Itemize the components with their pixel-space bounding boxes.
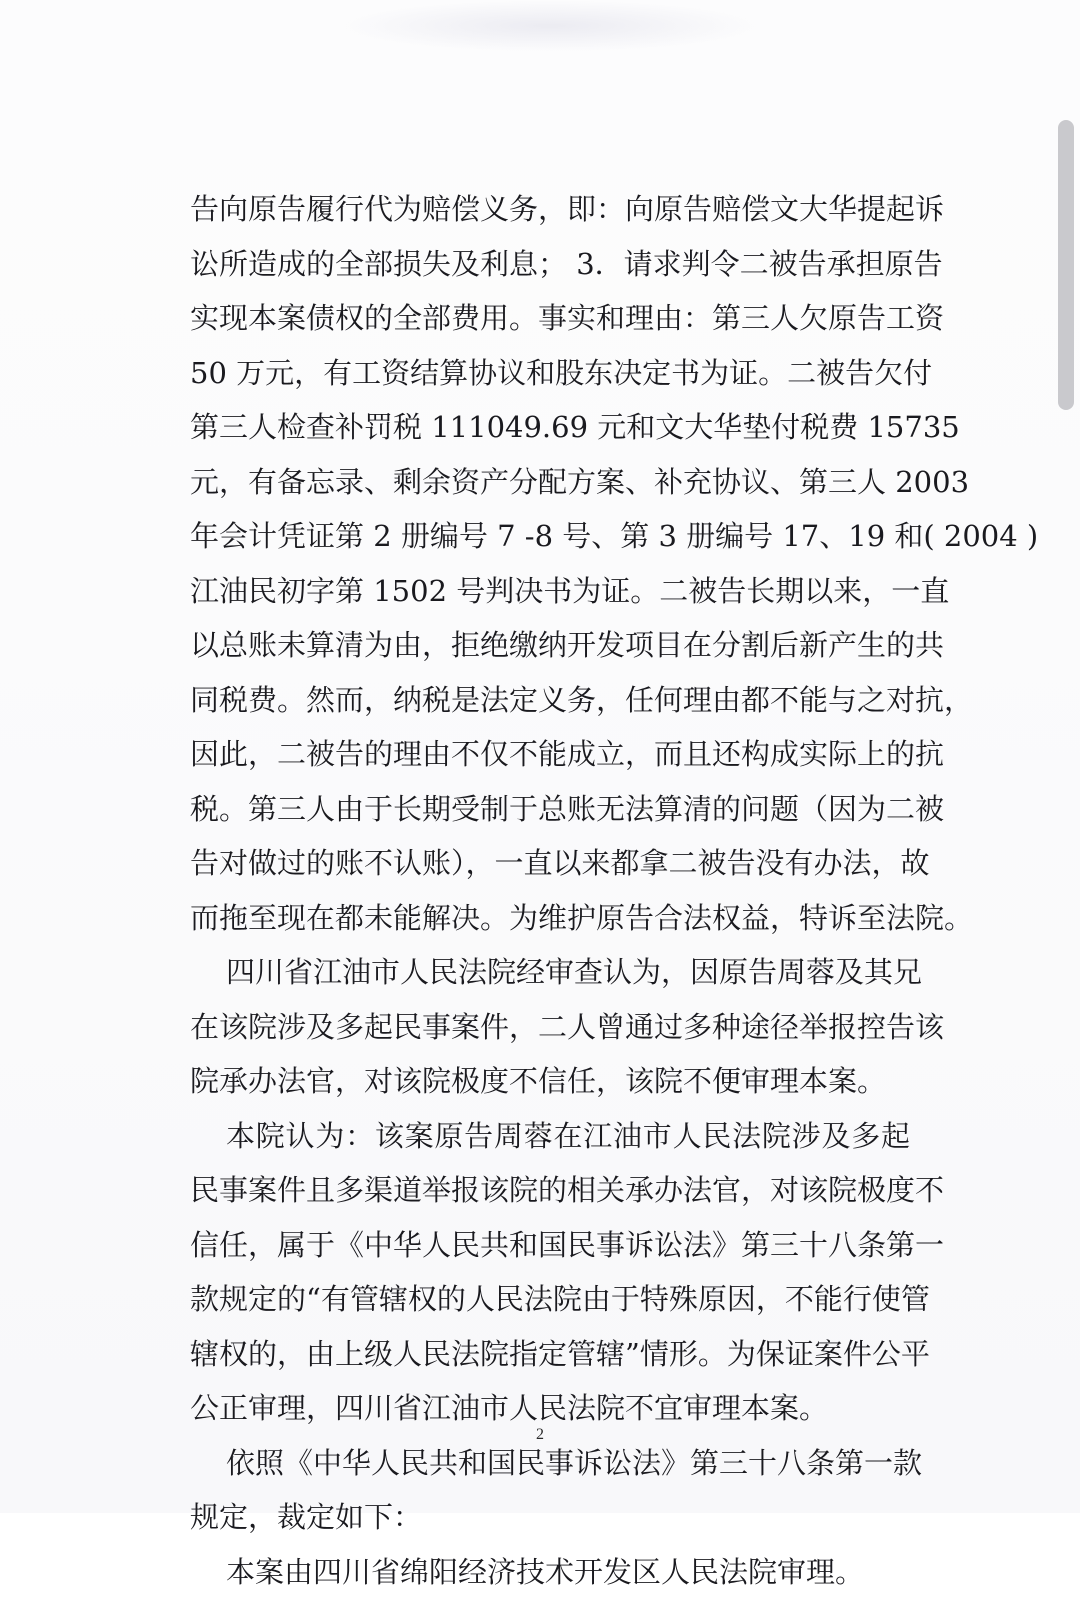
text-line: 公正审理，四川省江油市人民法院不宜审理本案。 <box>190 1381 910 1436</box>
text-line: 民事案件且多渠道举报该院的相关承办法官，对该院极度不 <box>190 1163 910 1218</box>
paragraph-first-line: 本院认为：该案原告周蓉在江油市人民法院涉及多起 <box>190 1109 910 1164</box>
text-line: 实现本案债权的全部费用。事实和理由：第三人欠原告工资 <box>190 291 910 346</box>
text-line: 告向原告履行代为赔偿义务，即：向原告赔偿文大华提起诉 <box>190 182 910 237</box>
scan-shadow <box>340 0 760 52</box>
text-line: 以总账未算清为由，拒绝缴纳开发项目在分割后新产生的共 <box>190 618 910 673</box>
text-line: 告对做过的账不认账），一直以来都拿二被告没有办法，故 <box>190 836 910 891</box>
page-number: 2 <box>0 1426 1080 1444</box>
text-line: 规定，裁定如下： <box>190 1490 910 1545</box>
text-line: 因此，二被告的理由不仅不能成立，而且还构成实际上的抗 <box>190 727 910 782</box>
text-line: 院承办法官，对该院极度不信任，该院不便审理本案。 <box>190 1054 910 1109</box>
text-line: 信任，属于《中华人民共和国民事诉讼法》第三十八条第一 <box>190 1218 910 1273</box>
text-line: 在该院涉及多起民事案件，二人曾通过多种途径举报控告该 <box>190 1000 910 1055</box>
scrollbar-thumb[interactable] <box>1058 120 1074 410</box>
text-line: 而拖至现在都未能解决。为维护原告合法权益，特诉至法院。 <box>190 891 910 946</box>
text-line: 同税费。然而，纳税是法定义务，任何理由都不能与之对抗， <box>190 673 910 728</box>
document-body <box>190 182 910 1599</box>
text-line: 江油民初字第 1502 号判决书为证。二被告长期以来，一直 <box>190 564 910 619</box>
paragraph-first-line: 四川省江油市人民法院经审查认为，因原告周蓉及其兄 <box>190 945 910 1000</box>
paragraph-first-line: 依照《中华人民共和国民事诉讼法》第三十八条第一款 <box>190 1436 910 1491</box>
text-line: 辖权的，由上级人民法院指定管辖”情形。为保证案件公平 <box>190 1327 910 1382</box>
ruling-line: 本案由四川省绵阳经济技术开发区人民法院审理。 <box>190 1545 910 1599</box>
text-line: 年会计凭证第 2 册编号 7 -8 号、第 3 册编号 17、19 和( 2004 ) <box>190 509 910 564</box>
text-line: 款规定的“有管辖权的人民法院由于特殊原因，不能行使管 <box>190 1272 910 1327</box>
text-line: 第三人检查补罚税 111049.69 元和文大华垫付税费 15735 <box>190 400 910 455</box>
text-line: 元，有备忘录、剩余资产分配方案、补充协议、第三人 2003 <box>190 455 910 510</box>
text-line: 讼所造成的全部损失及利息； 3．请求判令二被告承担原告 <box>190 237 910 292</box>
text-line: 50 万元，有工资结算协议和股东决定书为证。二被告欠付 <box>190 346 910 401</box>
text-line: 税。第三人由于长期受制于总账无法算清的问题（因为二被 <box>190 782 910 837</box>
